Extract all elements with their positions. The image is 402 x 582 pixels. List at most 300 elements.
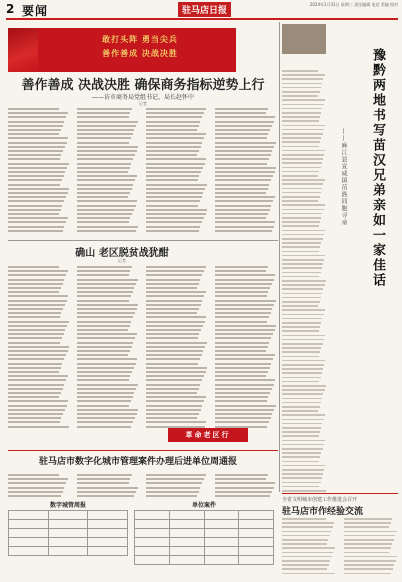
text-line [282,322,321,324]
text-line [146,321,205,323]
text-line [215,125,272,127]
text-line [146,358,200,360]
text-line [8,371,59,373]
text-line [146,221,202,223]
text-line [8,150,63,152]
text-line [146,367,207,369]
table-cell [169,511,204,520]
text-line [8,137,68,139]
middle-article-body [8,266,278,450]
text-line [146,283,199,285]
text-line [282,104,324,106]
text-line [146,363,198,365]
text-line [8,396,59,398]
text-line [77,379,129,381]
text-line [8,279,64,281]
text-line [8,312,61,314]
table-cell [239,547,274,556]
text-line [282,154,324,156]
text-line [146,274,202,276]
text-line [8,337,62,339]
text-line [215,121,274,123]
feature-photo-caption [282,56,326,66]
text-line [8,329,65,331]
text-line [8,192,68,194]
text-line [77,221,129,223]
text-line [8,491,63,493]
text-line [282,209,324,211]
text-line [282,427,321,429]
text-line [282,351,320,353]
text-line [77,196,128,198]
text-line [146,325,203,327]
text-line [8,270,68,272]
text-line [282,444,324,446]
table-cell [204,511,239,520]
text-line [282,402,321,404]
text-line [282,200,318,202]
table-cell [48,529,88,538]
text-line [215,137,267,139]
text-line [77,158,133,160]
text-line [77,478,130,480]
text-line [77,125,136,127]
text-line [215,217,266,219]
text-line [8,367,61,369]
text-line [282,246,320,248]
text-line [282,83,322,85]
masthead: 驻马店日报 [178,2,231,17]
date-info: 2024年1月31日 星期三 责任编辑 电话 美编 校对 [309,2,398,7]
text-line [77,363,136,365]
text-line [282,192,321,194]
text-line [8,392,61,394]
right-bottom-rule [282,493,398,494]
lead-byline: 记者 [139,101,147,106]
text-line [282,255,325,257]
revolution-area-label: 革命老区行 [168,428,248,442]
text-line [282,526,333,528]
middle-rule [8,240,278,241]
text-line [282,276,319,278]
text-line [8,379,66,381]
text-line [146,392,197,394]
table-row [9,529,128,538]
text-line [77,375,130,377]
table-row [9,511,128,520]
text-line [77,188,132,190]
table-row [135,556,274,565]
text-line [146,226,200,228]
text-line [344,564,394,566]
text-line [8,200,64,202]
flag-graphic [8,28,38,72]
text-line [77,129,134,131]
table-cell [48,511,88,520]
table-cell [9,520,49,529]
text-line [8,196,66,198]
text-line [215,287,270,289]
text-line [77,350,130,352]
text-line [215,316,269,318]
text-line [77,321,131,323]
text-line [77,354,128,356]
text-line [282,196,320,198]
text-line [8,375,68,377]
right-table [134,510,274,565]
text-line [146,304,201,306]
text-line [146,142,202,144]
text-line [8,354,66,356]
text-line [282,78,323,80]
page-number: 2 [6,2,15,16]
text-line [8,295,68,297]
text-line [282,393,323,395]
text-line [282,99,325,101]
text-line [146,209,207,211]
text-line [146,171,201,173]
text-line [77,367,134,369]
text-line [215,350,266,352]
text-line [282,301,320,303]
text-line [282,473,323,475]
table-cell [239,538,274,547]
text-line [282,150,325,152]
text-line [146,137,204,139]
text-line [282,406,320,408]
text-line [8,146,65,148]
text-line [282,70,318,72]
text-line [146,200,200,202]
text-line [146,154,197,156]
text-line [282,398,322,400]
table-cell [204,529,239,538]
text-line [8,154,61,156]
text-line [282,356,319,358]
text-line [8,133,59,135]
text-line [146,400,204,402]
text-line [215,421,269,423]
text-line [282,297,321,299]
text-line [77,308,137,310]
text-line [8,221,66,223]
text-line [77,108,132,110]
text-line [282,431,320,433]
table-cell [204,547,239,556]
text-line [215,279,274,281]
text-line [8,474,59,476]
text-line [282,188,322,190]
text-line [77,163,131,165]
text-line [215,375,266,377]
text-line [215,321,267,323]
text-line [8,388,63,390]
text-line [146,350,203,352]
text-line [344,568,393,570]
text-line [282,146,319,148]
text-line [8,417,61,419]
table-cell [48,547,88,556]
text-line [146,108,206,110]
text-line [215,266,268,268]
text-line [77,409,138,411]
text-line [282,171,319,173]
text-line [146,116,202,118]
text-line [77,413,137,415]
text-line [146,405,202,407]
text-line [282,419,324,421]
table-cell [9,529,49,538]
text-line [215,133,268,135]
table-row [135,529,274,538]
text-line [8,205,62,207]
text-line [146,346,205,348]
text-line [344,547,391,549]
text-line [215,396,268,398]
text-line [146,333,199,335]
text-line [77,230,136,232]
table-cell [48,538,88,547]
text-line [282,280,326,282]
text-line [77,112,130,114]
text-line [282,330,319,332]
text-line [282,518,326,520]
right-bottom-body [282,518,398,578]
text-line [282,490,326,492]
text-line [77,325,130,327]
text-line [282,347,321,349]
text-line [8,316,60,318]
text-line [215,342,269,344]
text-line [282,284,325,286]
table-cell [9,538,49,547]
text-line [8,426,69,428]
text-line [146,184,207,186]
text-line [8,142,67,144]
text-line [77,184,133,186]
text-line [146,316,206,318]
text-line [215,474,268,476]
table-row [135,520,274,529]
text-line [282,167,321,169]
table-cell [135,520,170,529]
feature-subtitle: ——麻江县宣威镇苗族同胞寻亲 [340,128,347,226]
text-line [146,133,206,135]
text-line [282,230,325,232]
text-line [77,358,137,360]
text-line [344,518,392,520]
text-line [146,196,202,198]
text-line [8,304,65,306]
text-line [282,183,323,185]
text-line [282,461,319,463]
text-line [344,522,391,524]
table-cell [169,556,204,565]
text-line [215,179,271,181]
text-line [215,188,268,190]
text-line [215,367,270,369]
text-line [215,274,275,276]
text-line [215,384,274,386]
table-cell [204,556,239,565]
text-line [282,560,330,562]
text-line [282,305,318,307]
banner-line-2: 善作善成 决战决胜 [102,48,178,58]
header-rule [6,18,398,20]
text-line [282,213,322,215]
text-line [8,167,67,169]
text-line [146,163,205,165]
text-line [282,221,320,223]
text-line [215,358,273,360]
text-line [77,179,135,181]
text-line [8,342,60,344]
text-line [344,556,397,558]
text-line [77,371,132,373]
text-line [77,346,132,348]
text-line [282,543,327,545]
text-line [215,167,276,169]
text-line [282,116,320,118]
text-line [282,335,325,337]
text-line [215,129,270,131]
text-line [215,400,267,402]
text-line [215,142,276,144]
table-cell [239,529,274,538]
text-line [8,121,64,123]
text-line [146,409,201,411]
text-line [8,413,63,415]
text-line [8,333,64,335]
text-line [146,371,206,373]
table-cell [135,529,170,538]
text-line [146,192,203,194]
lead-headline: 善作善成 决战决胜 确保商务指标逆势上行 [21,78,265,93]
text-line [8,308,63,310]
text-line [77,279,138,281]
text-line [146,295,204,297]
text-line [8,230,63,232]
text-line [215,270,266,272]
text-line [282,217,321,219]
middle-byline: 记者 [118,258,126,263]
text-line [8,217,68,219]
text-line [77,142,129,144]
text-line [77,213,132,215]
text-line [282,410,318,412]
table-cell [204,520,239,529]
text-line [215,388,272,390]
table-cell [169,520,204,529]
text-line [77,342,133,344]
text-line [77,217,130,219]
text-line [146,495,197,497]
text-line [282,112,321,114]
text-line [215,491,272,493]
text-line [344,539,394,541]
text-line [8,112,68,114]
text-line [146,312,197,314]
text-line [8,487,64,489]
text-line [282,389,325,391]
text-line [215,371,268,373]
text-line [282,267,322,269]
text-line [146,491,199,493]
text-line [282,141,320,143]
text-line [282,552,333,554]
text-line [215,405,276,407]
table-cell [135,556,170,565]
text-line [282,87,321,89]
text-line [282,129,324,131]
text-line [77,316,133,318]
text-line [8,108,59,110]
text-line [146,291,206,293]
text-line [146,158,206,160]
text-line [8,209,61,211]
text-line [77,171,128,173]
text-line [215,363,271,365]
text-line [146,175,199,177]
table-cell [135,547,170,556]
text-line [282,259,324,261]
table-row [135,547,274,556]
left-table [8,510,128,556]
table-cell [204,538,239,547]
text-line [146,167,203,169]
table-cell [48,520,88,529]
text-line [282,486,319,488]
text-line [215,184,269,186]
text-line [146,146,201,148]
text-line [215,295,267,297]
text-line [77,266,132,268]
text-line [215,200,273,202]
text-line [215,230,272,232]
text-line [77,495,134,497]
text-line [215,495,270,497]
text-line [77,209,134,211]
text-line [215,175,273,177]
lead-article-body [8,108,278,234]
table-cell [135,538,170,547]
middle-headline: 确山 老区脱贫战犹酣 [75,248,169,259]
text-line [282,364,324,366]
text-line [8,274,66,276]
text-line [282,531,331,533]
text-line [77,417,135,419]
text-line [282,343,323,345]
text-line [77,175,137,177]
text-line [146,179,198,181]
text-line [215,413,272,415]
text-line [77,487,138,489]
text-line [77,295,131,297]
text-line [282,318,322,320]
text-line [77,154,135,156]
text-line [8,171,65,173]
text-line [215,146,274,148]
text-line [146,329,201,331]
text-line [146,279,200,281]
text-line [146,213,206,215]
text-line [282,175,318,177]
text-line [77,396,133,398]
text-line [146,482,202,484]
text-line [8,482,66,484]
text-line [146,266,206,268]
text-line [77,226,138,228]
